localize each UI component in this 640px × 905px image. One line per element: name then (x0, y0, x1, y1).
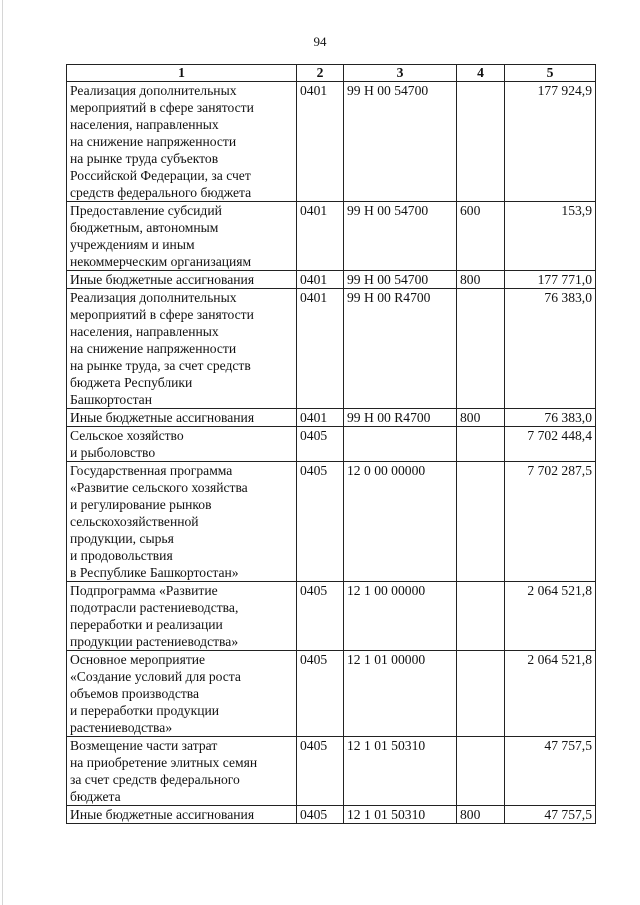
row-name: Сельское хозяйство и рыболовство (67, 427, 297, 462)
row-name: Иные бюджетные ассигнования (67, 409, 297, 427)
row-name: Реализация дополнительных мероприятий в сфере занятости населения, направленных на снижение напряженности на рынке труда субъектов Российской Федерации, за счет средств федерального бюджета (67, 82, 297, 202)
row-name: Реализация дополнительных мероприятий в сфере занятости населения, направленных на снижение напряженности на рынке труда, за счет средств бюджета Республики Башкортостан (67, 289, 297, 409)
row-name: Возмещение части затрат на приобретение элитных семян за счет средств федерального бюджета (67, 737, 297, 806)
row-name: Подпрограмма «Развитие подотрасли растениеводства, переработки и реализации продукции растениеводства» (67, 582, 297, 651)
table-row (67, 271, 596, 289)
row-target: 12 1 01 00000 (344, 651, 457, 737)
row-vr: 800 (457, 271, 505, 289)
row-name: Основное мероприятие «Создание условий для роста объемов производства и переработки продукции растениеводства» (67, 651, 297, 737)
row-section: 0401 (297, 271, 344, 289)
row-target (344, 427, 457, 462)
row-target: 12 0 00 00000 (344, 462, 457, 582)
row-amount: 47 757,5 (505, 737, 596, 806)
row-amount: 177 771,0 (505, 271, 596, 289)
row-vr (457, 737, 505, 806)
table-row (67, 737, 596, 806)
row-vr (457, 289, 505, 409)
row-vr (457, 651, 505, 737)
row-target: 99 Н 00 54700 (344, 202, 457, 271)
budget-table (66, 64, 596, 824)
header-col-2: 2 (297, 65, 344, 82)
row-vr (457, 427, 505, 462)
row-amount: 7 702 287,5 (505, 462, 596, 582)
table-row (67, 427, 596, 462)
row-amount: 47 757,5 (505, 806, 596, 824)
row-name: Государственная программа «Развитие сельского хозяйства и регулирование рынков сельскохозяйственной продукции, сырья и продовольствия в Республике Башкортостан» (67, 462, 297, 582)
row-section: 0405 (297, 582, 344, 651)
header-col-5: 5 (505, 65, 596, 82)
row-section: 0401 (297, 409, 344, 427)
table-row (67, 806, 596, 824)
row-section: 0405 (297, 651, 344, 737)
row-name: Иные бюджетные ассигнования (67, 806, 297, 824)
header-col-3: 3 (344, 65, 457, 82)
row-name: Предоставление субсидий бюджетным, автономным учреждениям и иным некоммерческим организациям (67, 202, 297, 271)
row-target: 99 Н 00 R4700 (344, 289, 457, 409)
table-row (67, 582, 596, 651)
table-row (67, 289, 596, 409)
row-target: 99 Н 00 54700 (344, 82, 457, 202)
row-vr: 800 (457, 409, 505, 427)
row-name: Иные бюджетные ассигнования (67, 271, 297, 289)
page-number: 94 (313, 34, 327, 49)
row-section: 0405 (297, 806, 344, 824)
row-section: 0405 (297, 737, 344, 806)
row-amount: 7 702 448,4 (505, 427, 596, 462)
row-amount: 2 064 521,8 (505, 582, 596, 651)
row-vr (457, 462, 505, 582)
scan-edge (2, 0, 3, 905)
row-vr (457, 82, 505, 202)
row-section: 0405 (297, 462, 344, 582)
row-vr: 600 (457, 202, 505, 271)
table-row (67, 202, 596, 271)
row-target: 12 1 01 50310 (344, 737, 457, 806)
row-vr: 800 (457, 806, 505, 824)
row-section: 0405 (297, 427, 344, 462)
row-amount: 153,9 (505, 202, 596, 271)
row-amount: 76 383,0 (505, 409, 596, 427)
header-row (67, 65, 596, 82)
row-target: 99 Н 00 R4700 (344, 409, 457, 427)
row-section: 0401 (297, 82, 344, 202)
row-amount: 2 064 521,8 (505, 651, 596, 737)
row-target: 12 1 00 00000 (344, 582, 457, 651)
table-row (67, 82, 596, 202)
header-col-4: 4 (457, 65, 505, 82)
table-row (67, 651, 596, 737)
row-section: 0401 (297, 289, 344, 409)
table-row (67, 462, 596, 582)
row-amount: 177 924,9 (505, 82, 596, 202)
row-section: 0401 (297, 202, 344, 271)
header-col-1: 1 (67, 65, 297, 82)
table-row (67, 409, 596, 427)
row-vr (457, 582, 505, 651)
row-target: 99 Н 00 54700 (344, 271, 457, 289)
row-amount: 76 383,0 (505, 289, 596, 409)
row-target: 12 1 01 50310 (344, 806, 457, 824)
